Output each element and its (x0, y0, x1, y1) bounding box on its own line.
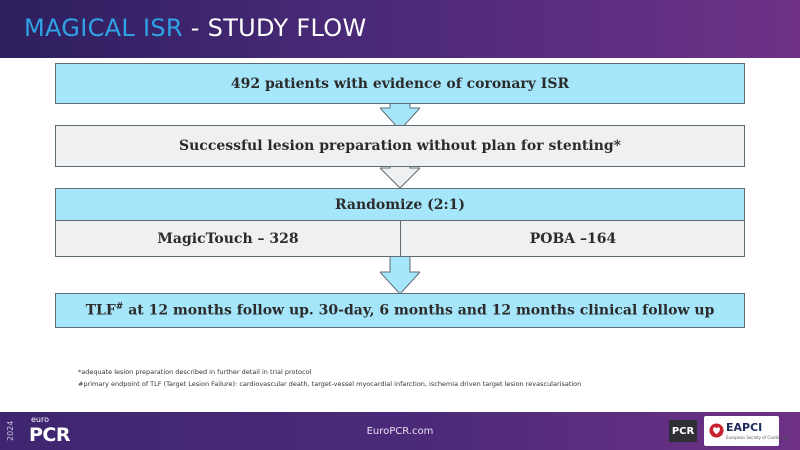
flow-step-patients (55, 63, 745, 104)
flow-step-text: Successful lesion preparation without plan for stenting* (179, 138, 621, 154)
flow-step-text: Randomize (2:1) (334, 196, 466, 213)
flow-step-follow-up (55, 293, 745, 328)
arrow-down-icon (380, 164, 420, 190)
title-rest: - STUDY FLOW (182, 14, 367, 42)
flow-step-text: 492 patients with evidence of coronary ISR (230, 75, 570, 92)
footnote-primary-endpoint: #primary endpoint of TLF (Target Lesion Failure): cardiovascular death, target-vessel myocardial infarction, ischemia driven target lesion revascularisation (78, 380, 582, 388)
eapci-text: EAPCI (726, 421, 763, 434)
eapci-logo (704, 416, 789, 446)
arm-label: POBA –164 (529, 230, 617, 247)
header-bar (0, 0, 800, 58)
page-title (24, 14, 367, 42)
arm-poba (401, 221, 745, 256)
arm-label: MagicTouch – 328 (157, 230, 299, 247)
flow-step-randomize (55, 188, 745, 221)
title-accent: MAGICAL ISR (24, 14, 183, 42)
flow-step-lesion-preparation (55, 125, 745, 167)
flow-step-text (86, 302, 715, 319)
eapci-subtext: European Society of Cardiology (726, 435, 789, 440)
tlf-footnote-mark: # (115, 302, 124, 313)
arm-magictouch (56, 221, 401, 256)
follow-up-text: at 12 months follow up. 30-day, 6 months and 12 months clinical follow up (123, 302, 715, 319)
footer-website[interactable]: EuroPCR.com (366, 426, 434, 437)
flow-arms-row (55, 220, 745, 257)
pcr-logo: PCR (669, 420, 697, 442)
europcr-logo: PCR (29, 424, 70, 446)
tlf-label: TLF (85, 302, 116, 319)
logo-euro-text: euro (31, 415, 49, 424)
arrow-down-icon (380, 256, 420, 296)
logo-year: 2024 (6, 420, 15, 442)
footnote-lesion-preparation: *adequate lesion preparation described in further detail in trial protocol (78, 368, 312, 376)
heart-icon (709, 423, 724, 438)
footer-bar (0, 412, 800, 450)
